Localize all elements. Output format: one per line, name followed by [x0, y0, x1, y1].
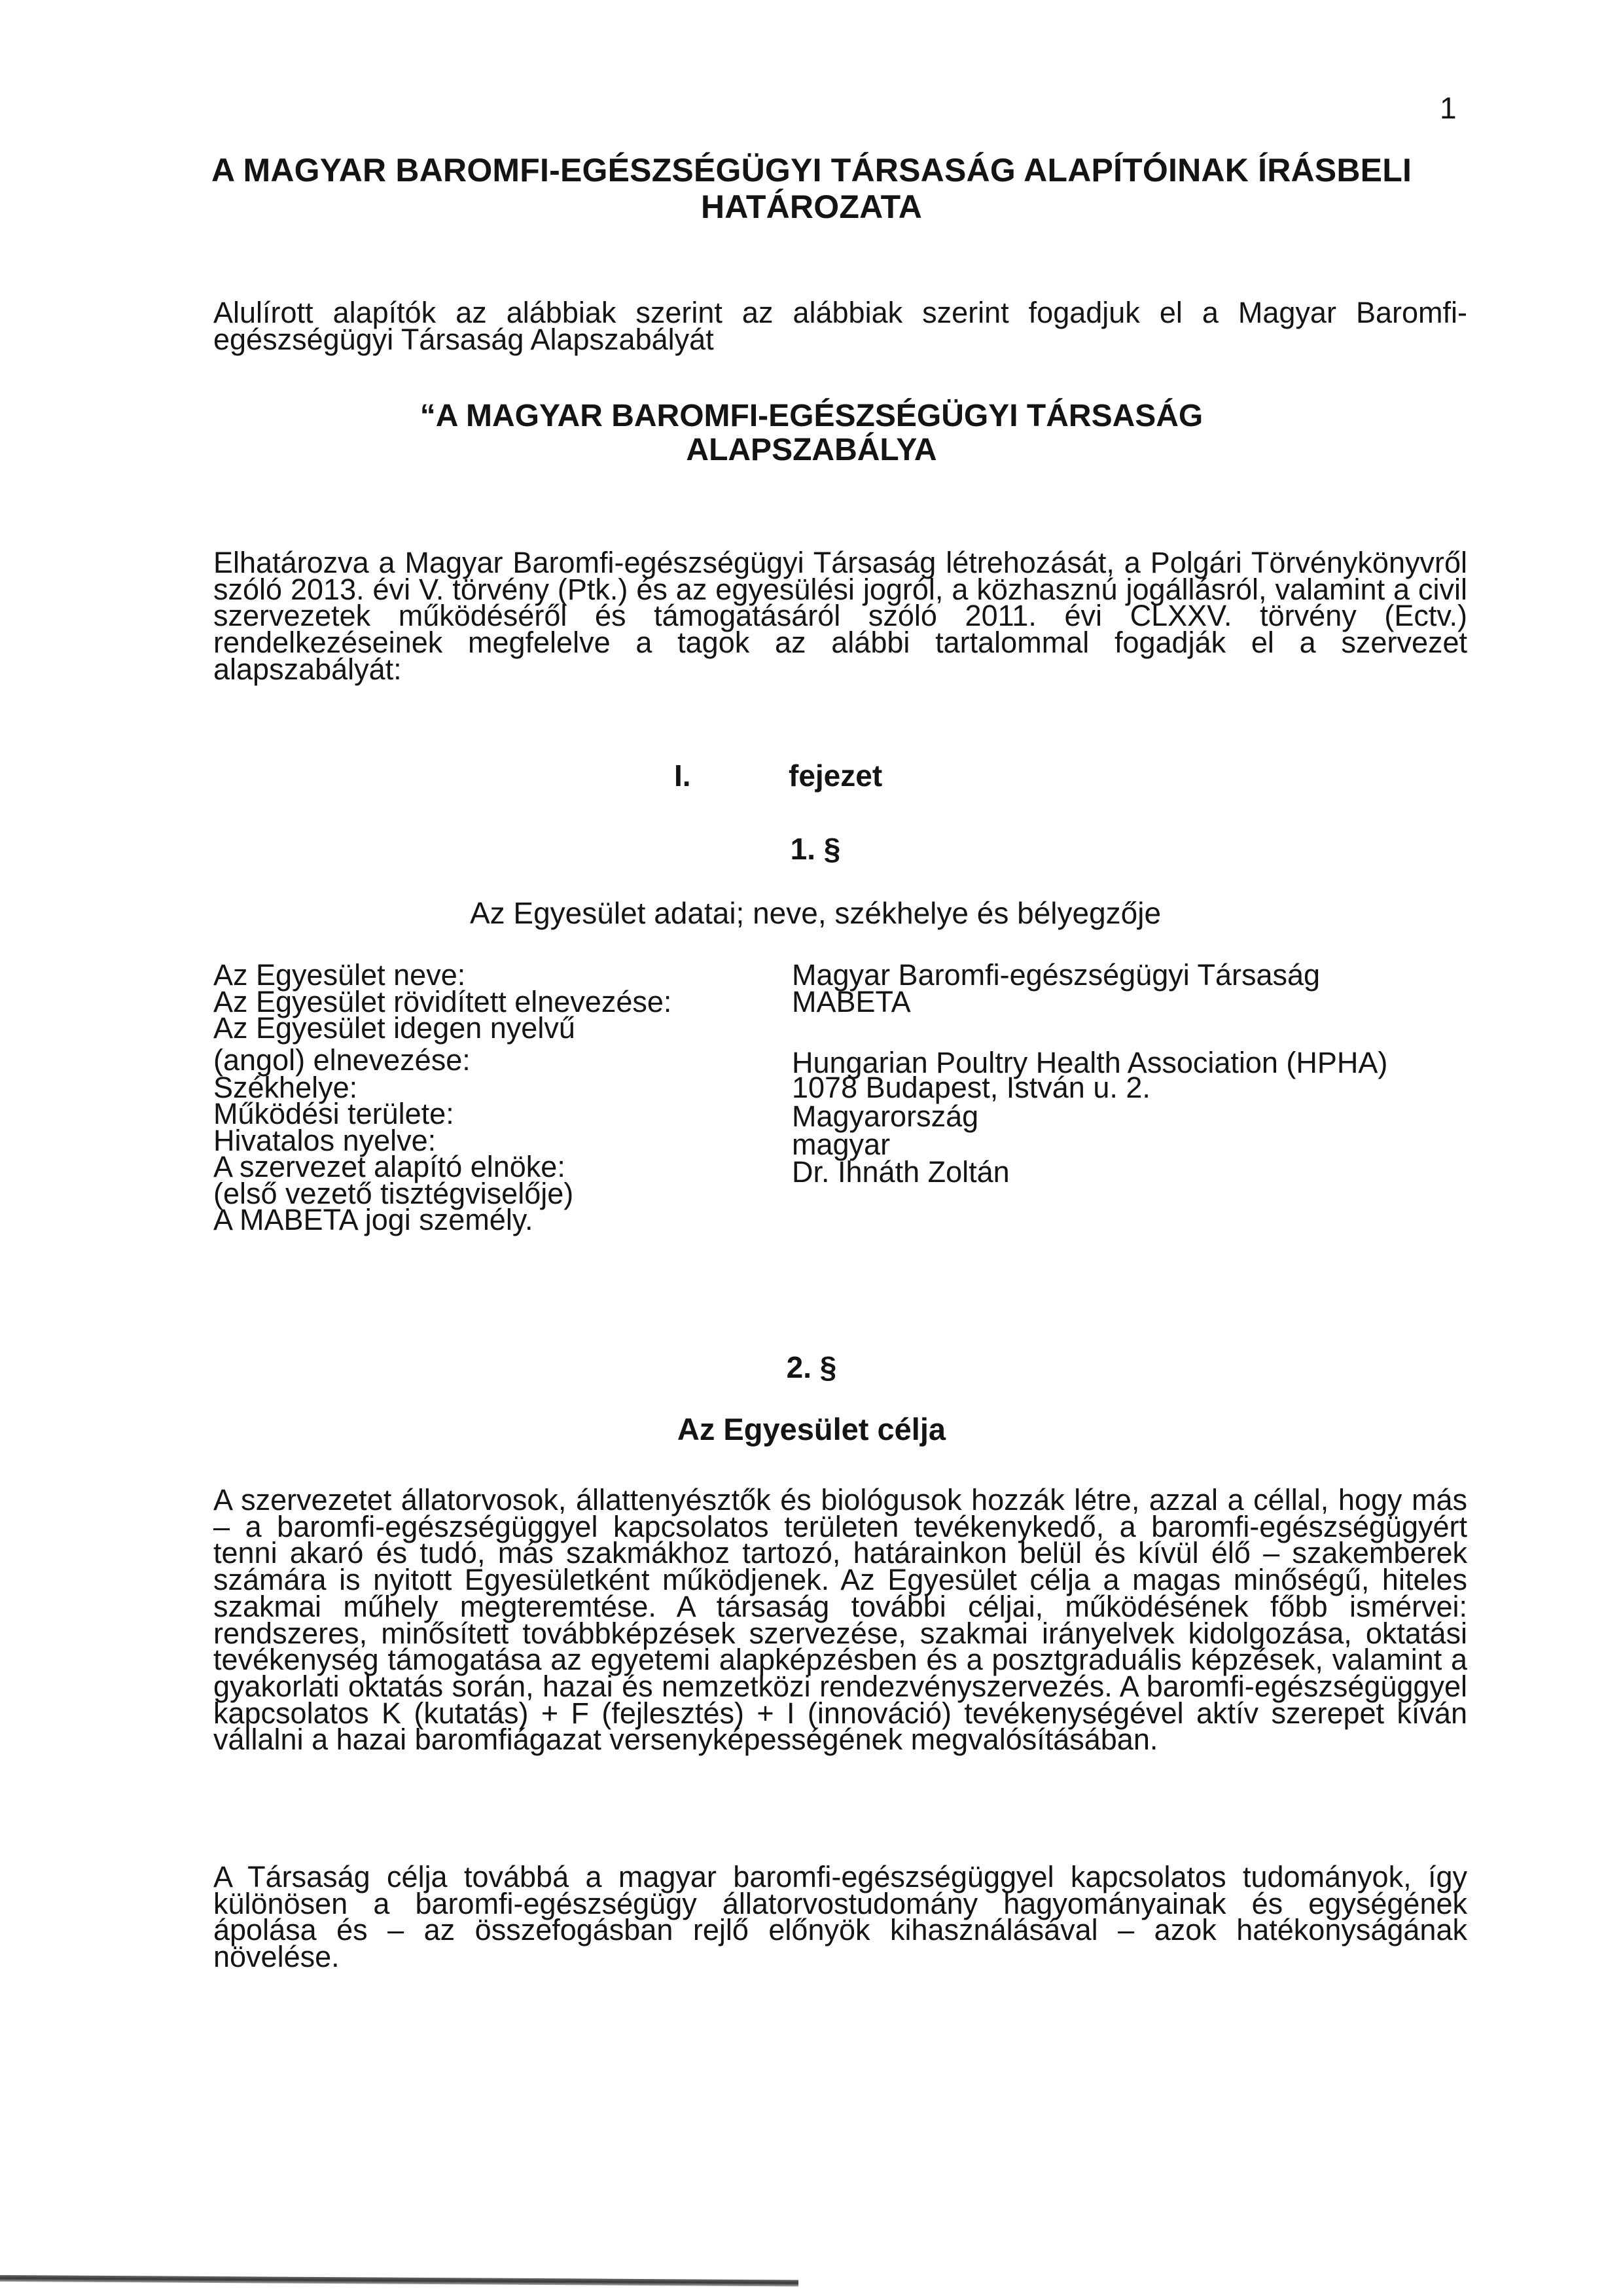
- statute-title-line-1: “A MAGYAR BAROMFI-EGÉSZSÉGÜGYI TÁRSASÁG: [419, 399, 1204, 433]
- statute-title-line-2: ALAPSZABÁLYA: [686, 433, 937, 467]
- section-2-heading: Az Egyesület célja: [677, 1412, 946, 1446]
- section-1-heading: Az Egyesület adatai; neve, székhelye és bélyegzője: [469, 896, 1162, 930]
- aim-paragraph-1: A szervezetet állatorvosok, állattenyésztők és biológusok hozzák létre, azzal a céllal, hogy más – a baromfi-egészségüggyel kapcsolatos területen tevékenykedő, a baromfi-egészségügyért tenni akaró és tudó, más szakmákhoz tartozó, határainkon belül és kívül élő – szakemberek számára is nyitott Egyesületként működjenek. Az Egyesület célja a magas minőségű, hiteles szakmai műhely megteremtése. A társaság további céljai, működésének főbb ismérvei: rendszeres, minősített továbbképzések szervezése, szakmai irányelvek kidolgozása, oktatási tevékenység támogatása az egyetemi alapképzésben és a posztgraduális képzések, valamint a gyakorlati oktatás során, hazai és nemzetközi rendezvényszervezés. A baromfi-egészségüggyel kapcsolatos K (kutatás) + F (fejlesztés) + I (innováció) tevékenységével aktív szerepet kíván vállalni a hazai baromfiágazat versenyképességének megvalósításában.: [213, 1483, 1467, 1757]
- row-label: Az Egyesület rövidített elnevezése:: [213, 984, 672, 1018]
- aim-paragraph-2: A Társaság célja továbbá a magyar baromfi-egészségüggyel kapcsolatos tudományok, így különösen a baromfi-egészségügy állatorvostudomány hagyományainak és egységének ápolása és – az összefogásban rejlő előnyök kihasználásával – azok hatékonyságának növelése.: [213, 1860, 1467, 1974]
- row-label: Székhelye:: [213, 1070, 358, 1104]
- row-label: Működési területe:: [213, 1097, 454, 1130]
- row-value: 1078 Budapest, István u. 2.: [792, 1070, 1150, 1104]
- row-label: Az Egyesület neve:: [213, 958, 466, 992]
- row-label: Az Egyesület idegen nyelvű: [213, 1011, 575, 1045]
- row-value: Dr. Ihnáth Zoltán: [792, 1155, 1010, 1189]
- document-title-line-2: HATÁROZATA: [700, 188, 923, 225]
- chapter-number: I.: [674, 759, 691, 793]
- section-1-number: 1. §: [790, 832, 841, 866]
- row-value: magyar: [792, 1127, 891, 1161]
- statute-title: [196, 399, 1427, 467]
- row-label: (angol) elnevezése:: [213, 1043, 471, 1077]
- section-2-number: 2. §: [786, 1350, 837, 1384]
- row-value: Magyar Baromfi-egészségügyi Társaság: [792, 958, 1321, 992]
- row-value: MABETA: [792, 984, 911, 1018]
- row-label: A szervezet alapító elnöke:: [213, 1150, 565, 1183]
- intro-paragraph: Alulírott alapítók az alábbiak szerint az alábbiak szerint fogadjuk el a Magyar Baromfi-egészségügyi Társaság Alapszabályát: [213, 296, 1467, 356]
- page-number: 1: [1440, 91, 1457, 125]
- chapter-label: fejezet: [789, 759, 883, 793]
- document-title: [196, 152, 1427, 225]
- row-value: Hungarian Poultry Health Association (HPHA): [792, 1045, 1388, 1079]
- row-label: Hivatalos nyelve:: [213, 1123, 437, 1157]
- row-label: A MABETA jogi személy.: [213, 1203, 533, 1236]
- row-value: Magyarország: [792, 1100, 979, 1133]
- preamble-paragraph: Elhatározva a Magyar Baromfi-egészségügyi Társaság létrehozását, a Polgári Törvénykönyvről szóló 2013. évi V. törvény (Ptk.) és az egyesülési jogról, a közhasznú jogállásról, valamint a civil szervezetek működéséről és támogatásáról szóló 2011. évi CLXXV. törvény (Ectv.) rendelkezéseinek megfelelve a tagok az alábbi tartalommal fogadják el a szervezet alapszabályát:: [213, 546, 1467, 686]
- scan-artifact-line: [0, 2275, 798, 2286]
- document-title-line-1: A MAGYAR BAROMFI-EGÉSZSÉGÜGYI TÁRSASÁG ALAPÍTÓINAK ÍRÁSBELI: [211, 152, 1412, 188]
- row-label: (első vezető tisztégviselője): [213, 1176, 574, 1210]
